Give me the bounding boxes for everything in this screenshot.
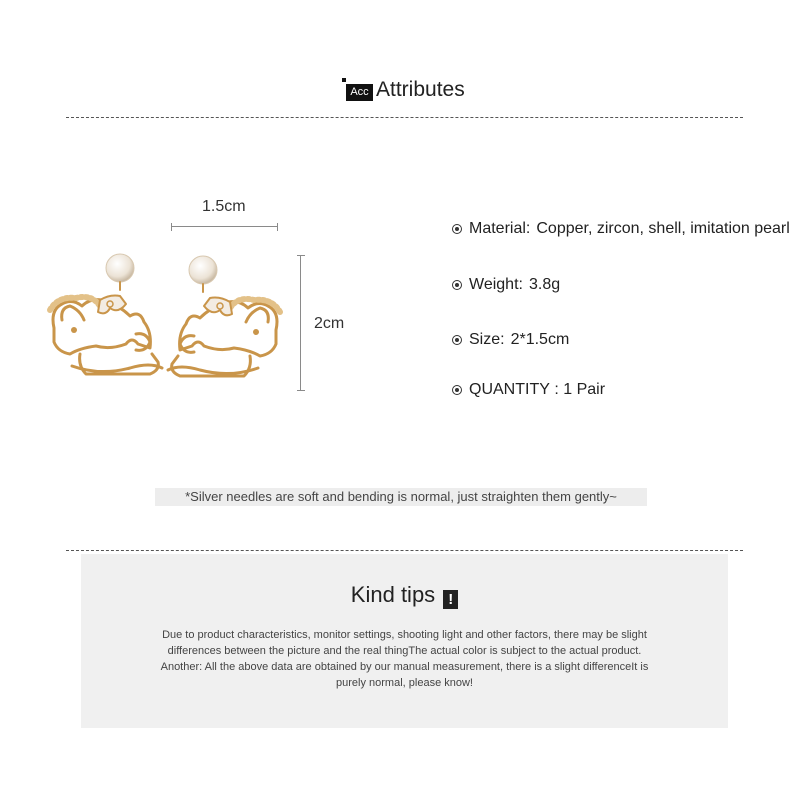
attribute-separator: : (518, 276, 523, 293)
earrings-image (40, 250, 290, 395)
attribute-material (452, 220, 790, 238)
attribute-value: 1 Pair (563, 381, 606, 398)
attribute-label: Weight (469, 276, 519, 293)
kind-tips-heading (81, 582, 728, 609)
title-mark-label: Acc (346, 84, 373, 101)
kind-tips-line: differences between the picture and the real thingThe actual color is subject to the actual product. (167, 645, 642, 657)
attribute-label: Size (469, 331, 501, 348)
height-label: 2cm (314, 315, 345, 332)
height-dimension-line (300, 255, 301, 391)
attribute-separator: : (549, 381, 564, 398)
bullet-icon (452, 335, 462, 345)
attribute-separator: : (525, 220, 531, 237)
attribute-label: QUANTITY (469, 381, 550, 398)
attribute-value: 2*1.5cm (510, 331, 570, 348)
attribute-weight (452, 276, 560, 294)
kind-tips-body (111, 627, 698, 691)
kind-tips-panel (81, 554, 728, 728)
kind-tips-line: purely normal, please know! (336, 677, 473, 689)
title-mark (342, 78, 374, 102)
width-dimension-line (171, 226, 278, 227)
attribute-label: Material (469, 220, 526, 237)
left-earring (50, 254, 162, 374)
attribute-quantity (452, 381, 605, 399)
kind-tips-line: Another: All the above data are obtained by our manual measurement, there is a slight differenceIt is (160, 661, 649, 673)
width-label: 1.5cm (202, 198, 246, 215)
attribute-value: 3.8g (528, 276, 561, 293)
divider-bottom (66, 550, 743, 551)
attribute-size (452, 331, 569, 349)
kind-tips-line: Due to product characteristics, monitor settings, shooting light and other factors, there may be slight (162, 629, 647, 641)
divider-top (66, 117, 743, 118)
needle-note: *Silver needles are soft and bending is normal, just straighten them gently~ (155, 488, 647, 506)
kind-tips-title: Kind tips (350, 582, 436, 607)
title-text: Attributes (376, 78, 465, 101)
section-title (342, 78, 465, 102)
attribute-separator: : (500, 331, 505, 348)
right-earring (168, 256, 280, 376)
alert-icon: ! (443, 590, 458, 609)
bullet-icon (452, 280, 462, 290)
bullet-icon (452, 224, 462, 234)
attribute-value: Copper, zircon, shell, imitation pearl (536, 220, 790, 237)
bullet-icon (452, 385, 462, 395)
